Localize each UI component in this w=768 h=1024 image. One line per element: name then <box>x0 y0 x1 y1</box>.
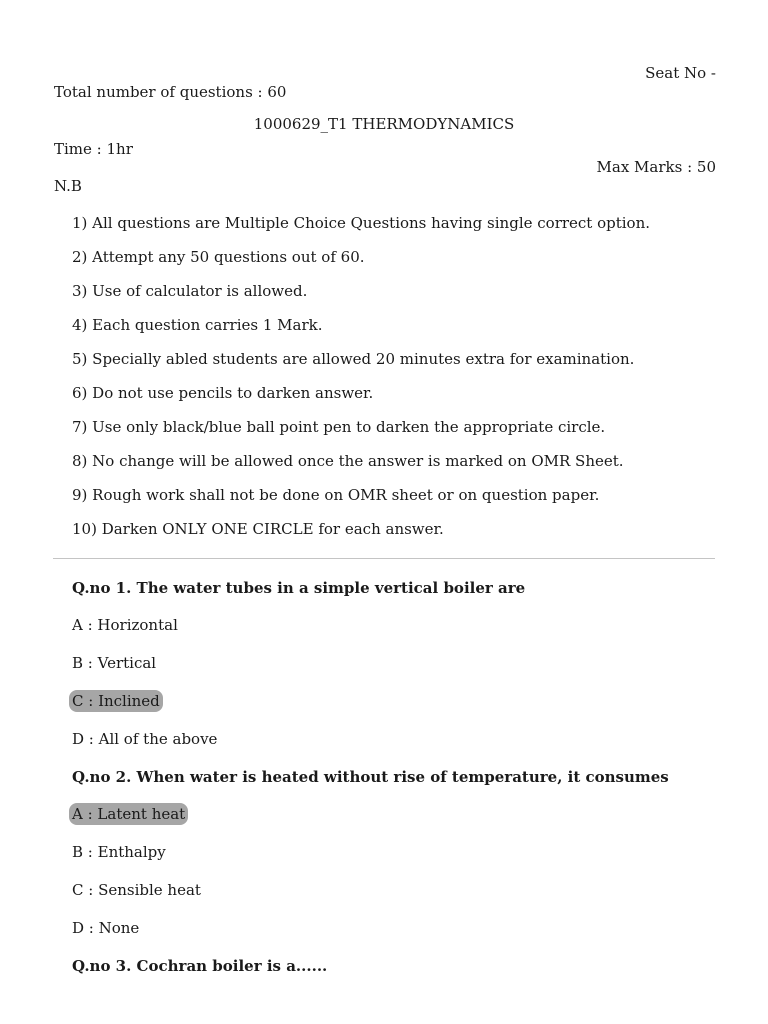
question-3-text: Q.no 3. Cochran boiler is a...... <box>72 957 328 975</box>
question-1-option-b[interactable]: B : Vertical <box>72 654 157 672</box>
paper-title: 1000629_T1 THERMODYNAMICS <box>253 115 515 133</box>
instruction-item: 6) Do not use pencils to darken answer. <box>72 384 374 402</box>
section-divider <box>53 558 715 559</box>
total-questions: Total number of questions : 60 <box>54 83 287 101</box>
instruction-item: 5) Specially abled students are allowed 20 minutes extra for examination. <box>72 350 635 368</box>
instruction-item: 7) Use only black/blue ball point pen to darken the appropriate circle. <box>72 418 606 436</box>
question-2-option-c[interactable]: C : Sensible heat <box>72 881 201 899</box>
nota-bene-label: N.B <box>54 177 82 195</box>
question-2-text: Q.no 2. When water is heated without rise of temperature, it consumes <box>72 768 669 786</box>
seat-number-label: Seat No - <box>645 64 716 82</box>
question-1-option-a[interactable]: A : Horizontal <box>72 616 178 634</box>
question-2-option-a-selected[interactable]: A : Latent heat <box>69 803 188 825</box>
instruction-item: 8) No change will be allowed once the answer is marked on OMR Sheet. <box>72 452 624 470</box>
instruction-item: 9) Rough work shall not be done on OMR sheet or on question paper. <box>72 486 600 504</box>
question-2-option-b[interactable]: B : Enthalpy <box>72 843 166 861</box>
max-marks: Max Marks : 50 <box>596 158 716 176</box>
instruction-item: 1) All questions are Multiple Choice Questions having single correct option. <box>72 214 651 232</box>
instruction-item: 10) Darken ONLY ONE CIRCLE for each answer. <box>72 520 444 538</box>
instruction-item: 4) Each question carries 1 Mark. <box>72 316 323 334</box>
question-1-option-d[interactable]: D : All of the above <box>72 730 218 748</box>
instructions-list <box>72 212 650 552</box>
instruction-item: 3) Use of calculator is allowed. <box>72 282 308 300</box>
exam-time: Time : 1hr <box>54 140 133 158</box>
question-1-option-c-selected[interactable]: C : Inclined <box>69 690 163 712</box>
question-1-text: Q.no 1. The water tubes in a simple vertical boiler are <box>72 579 526 597</box>
question-2-option-d[interactable]: D : None <box>72 919 140 937</box>
instruction-item: 2) Attempt any 50 questions out of 60. <box>72 248 365 266</box>
